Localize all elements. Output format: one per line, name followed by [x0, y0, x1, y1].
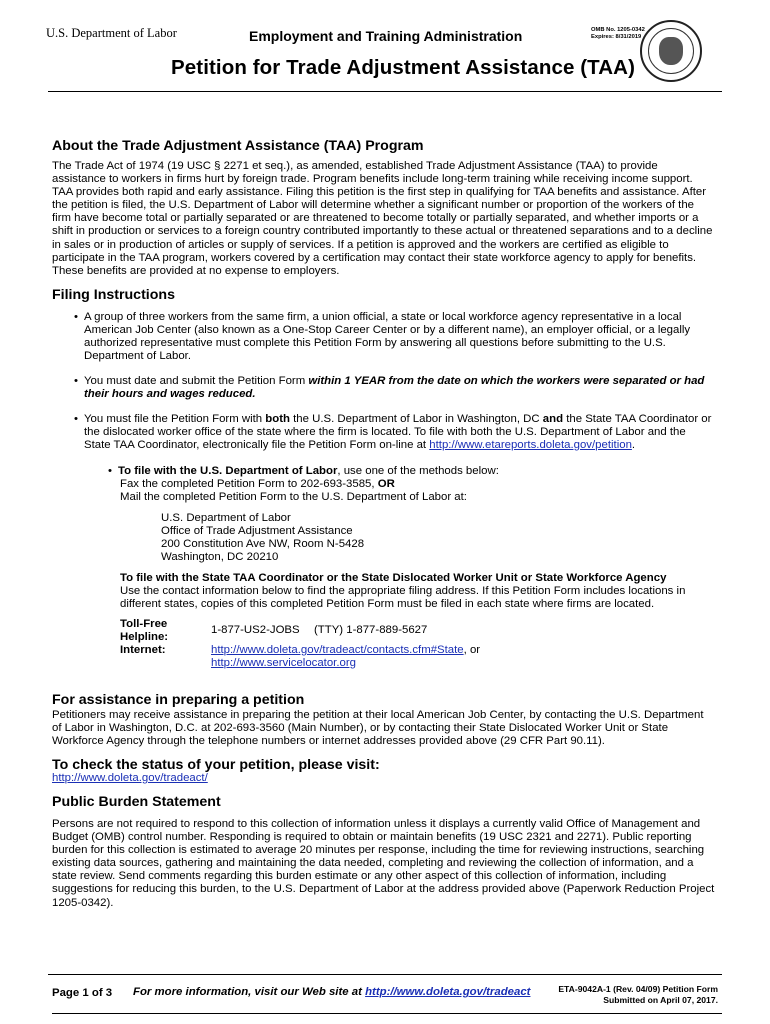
state-filing-section: [120, 572, 685, 611]
footer-tradeact-link[interactable]: http://www.doleta.gov/tradeact: [365, 986, 531, 998]
state-contacts-link[interactable]: http://www.doleta.gov/tradeact/contacts.cfm#State: [211, 644, 464, 656]
form-title: Petition for Trade Adjustment Assistance (TAA): [171, 56, 636, 79]
burden-line: existing data sources, gathering and maintaining the data needed, completing and reviewing the collection of information, and a: [52, 857, 694, 870]
fax-text: Fax the completed Petition Form to 202-693-3585,: [120, 478, 378, 491]
deadline-emphasis: their hours and wages reduced.: [84, 388, 256, 401]
etareports-petition-link[interactable]: http://www.etareports.doleta.gov/petition: [429, 439, 632, 452]
status-heading: To check the status of your petition, please visit:: [52, 757, 380, 773]
footer-divider: [48, 974, 722, 975]
address-line: U.S. Department of Labor: [161, 512, 291, 524]
filing-bullet-who: [74, 311, 690, 363]
omb-number: OMB No. 1205-0342: [591, 27, 645, 33]
deadline-emphasis: within 1 YEAR from the date on which the workers were separated or had: [308, 375, 705, 387]
dol-filing-methods: [108, 465, 499, 504]
bullet-text: You must date and submit the Petition Form: [84, 375, 309, 387]
department-name: U.S. Department of Labor: [46, 26, 177, 40]
bullet-icon: •: [74, 413, 78, 425]
tradeact-status-link[interactable]: http://www.doleta.gov/tradeact/: [52, 772, 208, 784]
state-heading: To file with the State TAA Coordinator or the State Dislocated Worker Unit or State Workforce Agency: [120, 572, 667, 584]
bullet-line: American Job Center (also known as a One-Stop Career Center or by a different name), an employer official, or a legally: [84, 324, 691, 337]
footer-info: [133, 986, 530, 998]
servicelocator-link[interactable]: http://www.servicelocator.org: [211, 657, 356, 669]
tollfree-label-line: Helpline:: [120, 631, 169, 644]
address-line: Office of Trade Adjustment Assistance: [161, 525, 353, 538]
submitted-date: Submitted on April 07, 2017.: [603, 995, 718, 1005]
burden-line: 1205-0342).: [52, 896, 114, 909]
burden-line: burden for this collection is estimated to average 20 minutes per response, including the time for reviewing instructions, searching: [52, 844, 705, 857]
bullet-line: authorized representative must complete this Petition Form by answering all questions before submitting to the U.S.: [84, 337, 666, 350]
about-line: in sales or in production of articles or supply of services. If a petition is approved and the workers are certified as eligible to: [52, 238, 669, 251]
bullet-line: the dislocated worker office of the state where the firm is located. To file with both the U.S. Department of Labor and the: [84, 426, 686, 439]
state-line: different states, copies of this completed Petition Form must be filed in each state where firms are located.: [120, 598, 655, 611]
burden-heading: Public Burden Statement: [52, 794, 221, 810]
about-line: shift in production or services to a foreign country contributed importantly to these actual or threatened separations and to a decline: [52, 225, 713, 238]
page-number: Page 1 of 3: [52, 987, 113, 999]
bullet-line: Department of Labor.: [84, 350, 192, 363]
about-line: These benefits are provided at no expense to employers.: [52, 264, 340, 277]
burden-line: Budget (OMB) control number. Responding is required to obtain or maintain benefits (19 USC 2321 and 2271). Public reporting: [52, 831, 692, 844]
bullet-text: the State TAA Coordinator or: [563, 413, 712, 425]
burden-line: Persons are not required to respond to this collection of information unless it displays a currently valid Office of Management and: [52, 818, 701, 830]
bullet-text: State TAA Coordinator, electronically file the Petition Form on-line at: [84, 439, 430, 452]
about-line: firm have become total or partially separated or are threatened to become totally or partially separated, and whether imports or a: [52, 212, 699, 225]
fax-or: OR: [377, 478, 395, 491]
dol-seal-icon: [640, 20, 702, 82]
bullet-icon: •: [74, 311, 78, 323]
filing-bullet-deadline: [74, 375, 704, 401]
state-line: Use the contact information below to find the appropriate filing address. If this Petition Form includes locations in: [120, 585, 686, 598]
about-line: TAA provides both rapid and early assistance. Filing this petition is the first step in qualifying for TAA benefits and assistance. After: [52, 186, 707, 199]
assistance-heading: For assistance in preparing a petition: [52, 692, 305, 708]
about-heading: About the Trade Adjustment Assistance (TAA) Program: [52, 138, 424, 154]
bullet-text: the U.S. Department of Labor in Washington, DC: [289, 413, 543, 425]
filing-bullet-where: [74, 413, 711, 452]
address-line: 200 Constitution Ave NW, Room N-5428: [161, 538, 365, 551]
burden-line: state review. Send comments regarding this burden estimate or any other aspect of this collection of information, including: [52, 870, 667, 883]
bullet-bold: both: [265, 413, 290, 425]
assistance-line: Workforce Agency through the telephone numbers or internet addresses provided above (29 CFR Part 90.11).: [52, 735, 605, 748]
internet-line-1: [211, 644, 480, 656]
omb-expires: Expires: 8/31/2019: [591, 34, 642, 40]
agency-name: Employment and Training Administration: [249, 28, 523, 44]
about-line: assistance to workers in firms hurt by foreign trade. Program benefits include long-term training while receiving income support.: [52, 173, 693, 186]
burden-paragraph: [52, 818, 732, 910]
assistance-line: Petitioners may receive assistance in preparing the petition at their local American Job Center, by contacting the U.S. Department: [52, 709, 704, 721]
tollfree-label-line: Toll-Free: [120, 618, 168, 630]
bottom-divider: [52, 1013, 722, 1014]
footer-info-text: For more information, visit our Web site at: [133, 986, 366, 998]
dol-heading: To file with the U.S. Department of Labor: [118, 465, 338, 477]
assistance-line: of Labor in Washington, D.C. at 202-693-3560 (Main Number), or by contacting their State Dislocated Worker Unit or State: [52, 722, 669, 735]
internet-line-2: [211, 657, 356, 669]
bullet-line: A group of three workers from the same firm, a union official, a state or local workforce agency representative in a local: [84, 311, 682, 323]
address-line: Washington, DC 20210: [161, 551, 279, 564]
header-divider: [48, 91, 722, 92]
assistance-paragraph: [52, 709, 732, 748]
about-line: The Trade Act of 1974 (19 USC § 2271 et seq.), as amended, established Trade Adjustment Assistance (TAA) to provide: [52, 160, 658, 172]
bullet-bold: and: [542, 413, 564, 425]
tollfree-number: 1-877-US2-JOBS: [211, 624, 300, 636]
mail-text: Mail the completed Petition Form to the U.S. Department of Labor at:: [120, 491, 467, 504]
internet-or: , or: [463, 644, 481, 656]
form-identifier: [552, 984, 718, 1006]
filing-heading: Filing Instructions: [52, 287, 175, 303]
bullet-text: , use one of the methods below:: [337, 465, 499, 477]
bullet-text: .: [631, 439, 636, 452]
about-line: participate in the TAA program, workers covered by a certification may contact their state workforce agency to apply for benefits.: [52, 251, 697, 264]
tty-number: (TTY) 1-877-889-5627: [314, 624, 428, 636]
tollfree-label: [120, 618, 168, 644]
form-id: ETA-9042A-1 (Rev. 04/09) Petition Form: [558, 984, 718, 994]
internet-label: Internet:: [120, 644, 166, 656]
about-line: the petition is filed, the U.S. Department of Labor will determine whether a significant number or proportion of the workers of the: [52, 199, 695, 212]
about-paragraph: [52, 160, 732, 278]
burden-line: suggestions for reducing this burden, to the U.S. Department of Labor at the address provided above (Paperwork Reduction Project: [52, 883, 715, 896]
bullet-icon: •: [74, 375, 78, 387]
bullet-text: You must file the Petition Form with: [84, 413, 266, 425]
bullet-icon: •: [108, 465, 112, 477]
seal-eagle: [659, 37, 683, 65]
mailing-address: [161, 512, 364, 564]
omb-info: [591, 27, 645, 41]
